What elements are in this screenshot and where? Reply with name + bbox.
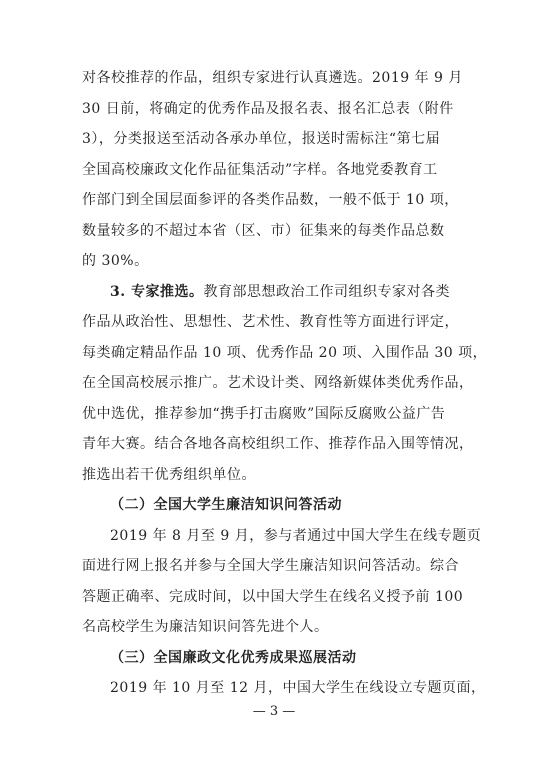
section-heading-3: （三）全国廉政文化优秀成果巡展活动: [110, 649, 357, 666]
text-line: 30 日前，将确定的优秀作品及报名表、报名汇总表（附件: [82, 100, 454, 117]
paragraph-first-line: 2019 年 10 月至 12 月，中国大学生在线设立专题页面，: [110, 680, 486, 696]
paragraph-first-line: 2019 年 8 月至 9 月，参与者通过中国大学生在线专题页: [110, 527, 482, 544]
text-line: 的 30%。: [82, 253, 149, 269]
text-line: 答题正确率、完成时间，以中国大学生在线名义授予前 100: [82, 588, 464, 605]
text-line: 每类确定精品作品 10 项、优秀作品 20 项、入围作品 30 项，: [82, 344, 488, 361]
section3-first-line: [82, 277, 474, 308]
text-line: 优中选优，推荐参加“携手打击腐败”国际反腐败公益广告: [82, 405, 446, 422]
section3-label: 3. 专家推选。: [110, 283, 204, 300]
text-line: 3），分类报送至活动各承办单位，报送时需标注“第七届: [82, 131, 441, 147]
section-heading-2: （二）全国大学生廉洁知识问答活动: [110, 497, 342, 513]
page-number: — 3 —: [252, 704, 296, 719]
text-line: 作部门到全国层面参评的各类作品数，一般不低于 10 项，: [82, 192, 459, 208]
text-line: 面进行网上报名并参与全国大学生廉洁知识问答活动。综合: [82, 558, 459, 574]
text-line: 数量较多的不超过本省（区、市）征集来的每类作品总数: [82, 222, 445, 239]
section3-text: 教育部思想政治工作司组织专家对各类: [203, 283, 450, 300]
text-line: 青年大赛。结合各地各高校组织工作、推荐作品入围等情况，: [82, 436, 474, 452]
text-line: 作品从政治性、思想性、艺术性、教育性等方面进行评定，: [82, 314, 459, 330]
text-line: 推选出若干优秀组织单位。: [82, 466, 256, 483]
text-line: 在全国高校展示推广。艺术设计类、网络新媒体类优秀作品，: [82, 375, 474, 391]
document-body: [82, 63, 488, 704]
text-line: 全国高校廉政文化作品征集活动”字样。各地党委教育工: [82, 161, 438, 178]
text-line: 名高校学生为廉洁知识问答先进个人。: [82, 619, 329, 635]
text-line: 对各校推荐的作品，组织专家进行认真遴选。2019 年 9 月: [82, 70, 463, 86]
